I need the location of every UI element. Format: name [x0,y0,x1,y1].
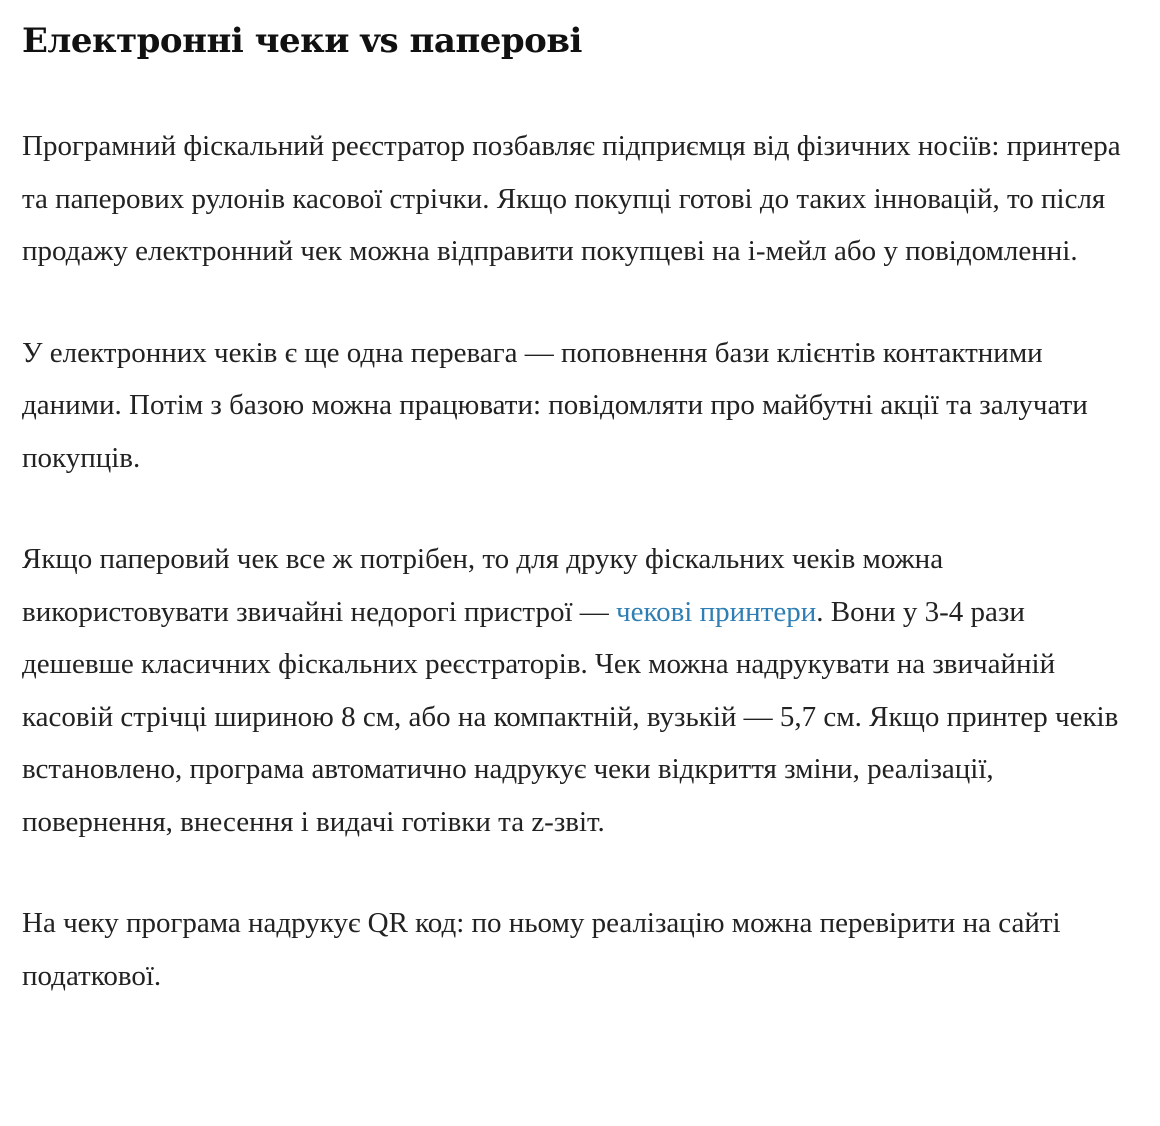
paragraph-text-before-link: Якщо паперовий чек все ж потрібен, то для друку фіскальних чеків можна використовувати звичайні недорогі пристрої — [22,543,944,628]
paragraph-text-after-link: . Вони у 3-4 рази дешевше класичних фіскальних реєстраторів. Чек можна надрукувати на звичайній касовій стрічці шириною 8 см, або на компактній, вузькій — 5,7 см. Якщо принтер чеків встановлено, програма автоматично надрукує чеки відкриття зміни, реалізації, повернення, внесення і видачі готівки та z-звіт. [22,595,1119,838]
paragraph-customer-base: У електронних чеків є ще одна перевага — поповнення бази клієнтів контактними даними. Потім з базою можна працювати: повідомляти про майбутні акції та залучати покупців. [22,336,1088,474]
paragraph-software-register: Програмний фіскальний реєстратор позбавляє підприємця від фізичних носіїв: принтера та паперових рулонів касової стрічки. Якщо покупці готові до таких інновацій, то після продажу електронний чек можна відправити покупцеві на і-мейл або у повідомленні. [22,130,1121,267]
paragraph-qr-code: На чеку програма надрукує QR код: по ньому реалізацію можна перевірити на сайті податкової. [22,907,1061,992]
paragraph-receipt-printers [22,533,1132,848]
section-heading: Електронні чеки vs паперові [22,21,582,61]
receipt-printers-link[interactable]: чекові принтери [616,595,817,628]
article-section [22,18,1132,1002]
